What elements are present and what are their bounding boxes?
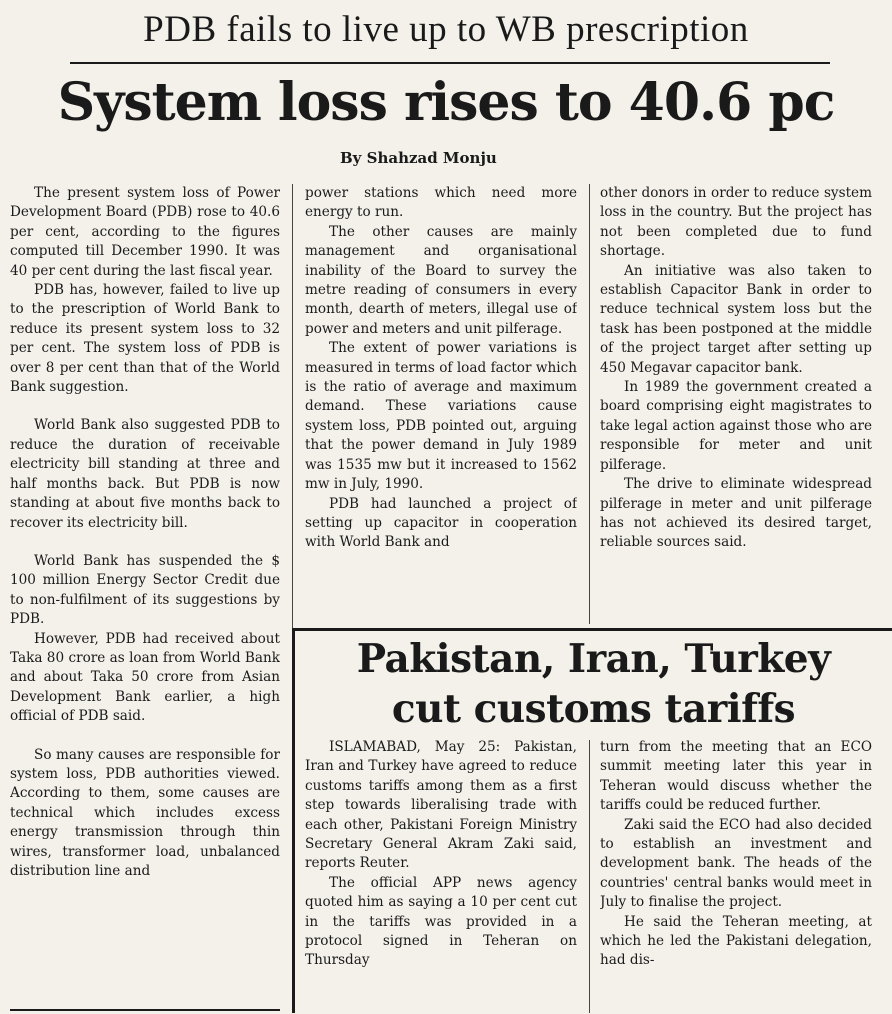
byline: By Shahzad Monju xyxy=(340,149,497,167)
column-divider xyxy=(292,184,293,644)
main-headline: System loss rises to 40.6 pc xyxy=(57,72,835,133)
paragraph: turn from the meeting that an ECO summit meeting later this year in Teheran would discuss whether the tariffs could be reduced further. xyxy=(600,739,872,814)
top-rule xyxy=(70,62,830,64)
paragraph: The extent of power variations is measured in terms of load factor which is the ratio of average and maximum demand. These variations cause system loss, PDB pointed out, arguing that the power demand in July 1989 was 1535 mw but it increased to 1562 mw in July, 1990. xyxy=(305,340,577,493)
paragraph: An initiative was also taken to establish Capacitor Bank in order to reduce technical system loss but the task has been postponed at the middle of the project target after setting up 450 Megavar capacitor bank. xyxy=(600,262,872,376)
paragraph: The other causes are mainly management and organisational inability of the Board to survey the metre reading of consumers in every month, dearth of meters, illegal use of power and meters and unit pilferage. xyxy=(305,223,577,337)
article1-column-2 xyxy=(305,184,577,624)
paragraph: World Bank also suggested PDB to reduce the duration of receivable electricity bill standing at three and half months back. But PDB is now standing at about five months back to recover its electricity bill. xyxy=(10,417,280,531)
paragraph: PDB had launched a project of setting up capacitor in cooperation with World Bank and xyxy=(305,495,577,551)
paragraph: He said the Teheran meeting, at which he led the Pakistani delegation, had dis- xyxy=(600,913,872,969)
kicker-headline: PDB fails to live up to WB prescription xyxy=(143,9,749,50)
article1-column-3 xyxy=(600,184,872,624)
paragraph: ISLAMABAD, May 25: Pakistan, Iran and Turkey have agreed to reduce customs tariffs among them as a first step towards liberalising trade with each other, Pakistani Foreign Ministry Secretary General Akram Zaki said, reports Reuter. xyxy=(305,739,577,872)
article2-column-2 xyxy=(600,738,872,1013)
article2-column-1 xyxy=(305,738,577,1013)
article1-column-1 xyxy=(10,184,280,1014)
article2-headline-line-2: cut customs tariffs xyxy=(391,686,796,732)
paragraph: The official APP news agency quoted him as saying a 10 per cent cut in the tariffs was provided in a protocol signed in Teheran on Thursday xyxy=(305,874,577,969)
paragraph: In 1989 the government created a board comprising eight magistrates to take legal action against those who are responsible for meter and unit pilferage. xyxy=(600,379,872,473)
paragraph: However, PDB had received about Taka 80 crore as loan from World Bank and about Taka 50 crore from Asian Development Bank earlier, a high official of PDB said. xyxy=(10,630,280,725)
paragraph: The drive to eliminate widespread pilferage in meter and unit pilferage has not achieved its desired target, reliable sources said. xyxy=(600,476,872,551)
bottom-rule xyxy=(10,1009,280,1011)
paragraph: World Bank has suspended the $ 100 million Energy Sector Credit due to non-fulfilment of its suggestions by PDB. xyxy=(10,552,280,628)
paragraph: other donors in order to reduce system loss in the country. But the project has not been completed due to fund shortage. xyxy=(600,185,872,260)
paragraph: Zaki said the ECO had also decided to establish an investment and development bank. The heads of the countries' central banks would meet in July to finalise the project. xyxy=(600,816,872,911)
paragraph: power stations which need more energy to run. xyxy=(305,185,577,221)
column-divider xyxy=(589,740,590,1013)
column-divider xyxy=(589,184,590,624)
paragraph: The present system loss of Power Development Board (PDB) rose to 40.6 per cent, according to the figures computed till December 1990. It was 40 per cent during the last fiscal year. xyxy=(10,185,280,279)
article2-box-top-rule xyxy=(292,628,892,631)
paragraph: So many causes are responsible for system loss, PDB authorities viewed. According to them, some causes are technical which includes excess energy transmission through thin wires, transformer load, unbalanced distribution line and xyxy=(10,746,280,879)
paragraph: PDB has, however, failed to live up to the prescription of World Bank to reduce its present system loss to 32 per cent. The system loss of PDB is over 8 per cent than that of the World Bank suggestion. xyxy=(10,282,280,396)
article2-headline-line-1: Pakistan, Iran, Turkey xyxy=(356,636,831,682)
